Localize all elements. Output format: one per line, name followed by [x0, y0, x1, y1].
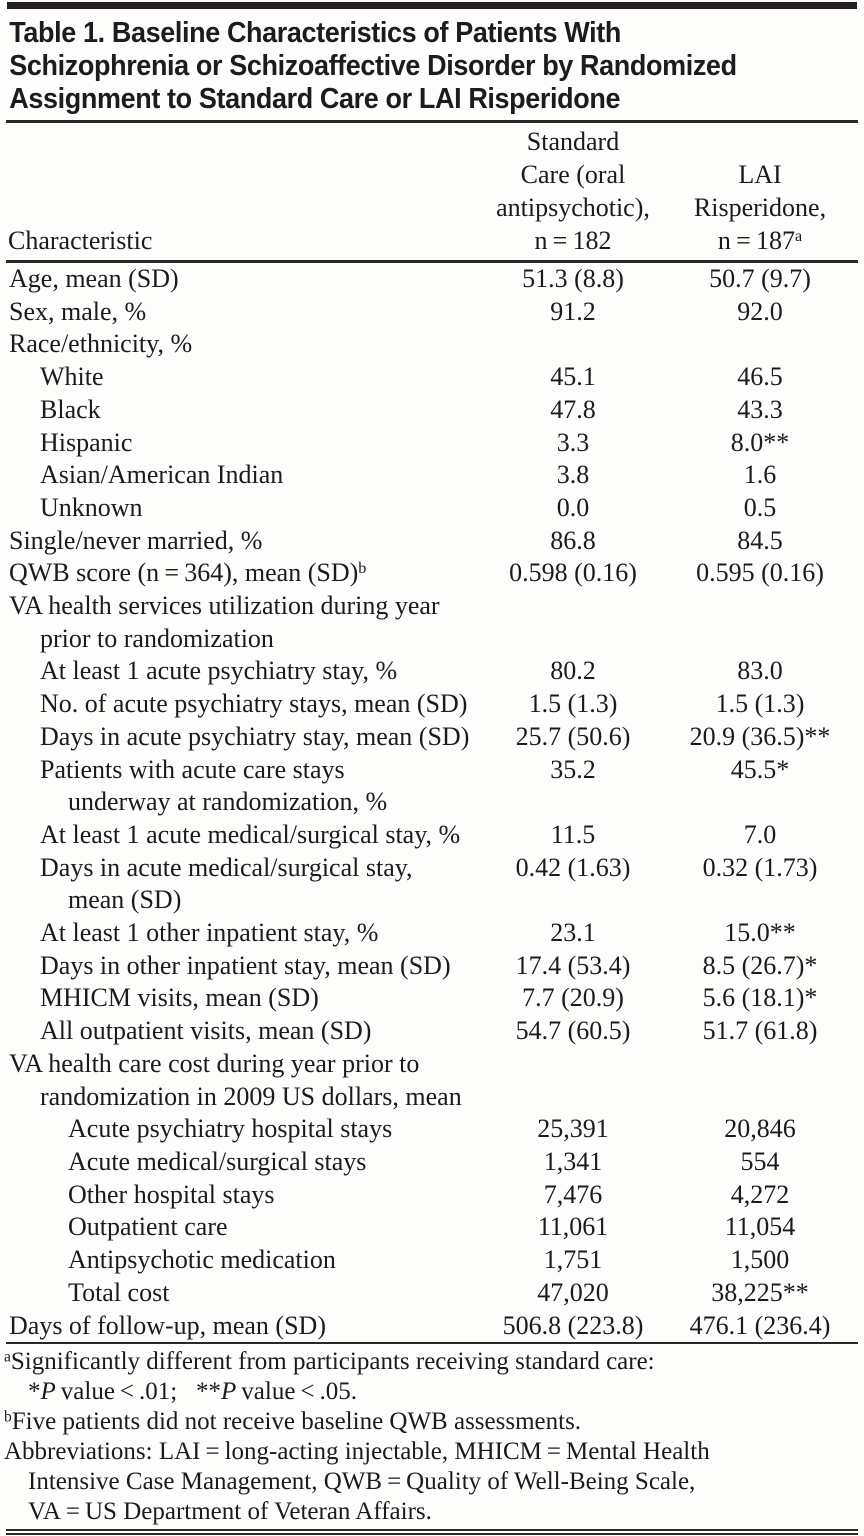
table-row: [0, 852, 864, 917]
value-lai-risperidone: 84.5: [737, 525, 783, 555]
table-row: [0, 1015, 864, 1048]
row-label-line: QWB score (n = 364), mean (SD)$^b$: [9, 558, 367, 588]
row-label: [0, 1113, 463, 1146]
row-label-line: Black: [40, 394, 101, 424]
row-label: [0, 819, 463, 852]
row-label-line: randomization in 2009 US dollars, mean: [40, 1081, 462, 1111]
value-standard-care: 11,061: [537, 1212, 609, 1242]
row-label: [0, 459, 463, 492]
value-lai-risperidone: 50.7 (9.7): [709, 264, 811, 293]
table-footnotes: [0, 1344, 864, 1527]
value-standard-care: 45.1: [550, 362, 596, 392]
value-standard-care: 3.8: [556, 460, 590, 490]
table-top-bar: [7, 2, 857, 9]
value-lai-risperidone: 45.5*: [730, 754, 790, 784]
row-label-line: Single/never married, %: [9, 525, 263, 555]
value-standard-care: 0.42 (1.63): [515, 852, 631, 882]
value-lai-risperidone: 0.5: [743, 492, 777, 522]
value-lai-risperidone: 5.6 (18.1)*: [702, 983, 818, 1013]
row-label: [0, 1310, 463, 1343]
table-title-line: Assignment to Standard Care or LAI Risperidone: [9, 83, 621, 115]
table-row: [0, 1113, 864, 1146]
row-label: [0, 1244, 463, 1277]
table-row: [0, 1244, 864, 1277]
value-lai-risperidone: 7.0: [743, 819, 777, 849]
value-standard-care: 23.1: [550, 918, 596, 948]
bottom-double-rule-bottom: [6, 1533, 858, 1535]
value-standard-care: 506.8 (223.8): [502, 1310, 644, 1340]
table-row: [0, 1048, 864, 1113]
row-label: [0, 492, 463, 525]
row-label-line: Other hospital stays: [68, 1179, 275, 1209]
row-label: [0, 1277, 463, 1310]
value-standard-care: 25,391: [537, 1114, 609, 1144]
value-standard-care: 35.2: [550, 754, 596, 784]
table-row: [0, 263, 864, 296]
table-row: [0, 688, 864, 721]
value-standard-care: 3.3: [556, 427, 590, 457]
value-standard-care: 54.7 (60.5): [515, 1016, 631, 1046]
row-label-line: Days in other inpatient stay, mean (SD): [40, 950, 451, 980]
row-label-line: underway at randomization, %: [68, 787, 388, 817]
value-standard-care: 1,341: [543, 1146, 603, 1176]
table-row: [0, 427, 864, 460]
footnote-line: Abbreviations: LAI = long-acting injectable, MHICM = Mental Health: [4, 1438, 710, 1466]
row-label-line: White: [40, 362, 104, 392]
table-row: [0, 1179, 864, 1212]
table-row: [0, 1211, 864, 1244]
table-row: [0, 950, 864, 983]
value-lai-risperidone: 43.3: [737, 394, 783, 424]
table-title: [0, 9, 864, 120]
row-label: [0, 427, 463, 460]
row-label-line: Days of follow-up, mean (SD): [9, 1310, 326, 1340]
value-lai-risperidone: 1.5 (1.3): [715, 689, 805, 719]
table-body: [0, 263, 864, 1342]
row-label-line: Sex, male, %: [9, 296, 147, 326]
column-header-standard-care: Standard Care (oral antipsychotic), n = 182: [496, 127, 650, 255]
footnote-line: $^a$Significantly different from participants receiving standard care:: [4, 1348, 655, 1376]
row-label-line: Patients with acute care stays: [40, 754, 345, 784]
row-label: [0, 394, 463, 427]
column-header-lai-risperidone: LAI Risperidone, $n = 187^a$: [693, 160, 827, 255]
row-label: [0, 296, 463, 329]
footnote-line: VA = US Department of Veteran Affairs.: [28, 1498, 432, 1526]
row-label: [0, 1211, 463, 1244]
table-row: [0, 525, 864, 558]
footnote-line: Intensive Case Management, QWB = Quality of Well-Being Scale,: [28, 1468, 696, 1496]
table-row: [0, 557, 864, 590]
value-lai-risperidone: 476.1 (236.4): [689, 1310, 831, 1340]
row-label-line: At least 1 acute psychiatry stay, %: [40, 656, 398, 686]
table-row: [0, 754, 864, 819]
value-lai-risperidone: 15.0**: [724, 918, 796, 948]
table-row: [0, 1146, 864, 1179]
row-label: [0, 721, 470, 754]
value-lai-risperidone: 20.9 (36.5)**: [689, 721, 831, 751]
row-label-line: MHICM visits, mean (SD): [40, 983, 319, 1013]
row-label: [0, 361, 463, 394]
table-row: [0, 819, 864, 852]
value-standard-care: 25.7 (50.6): [515, 721, 631, 751]
bottom-double-rule-top: [6, 1529, 858, 1531]
footnote-line: $^b$Five patients did not receive baseline QWB assessments.: [4, 1408, 582, 1436]
value-lai-risperidone: 20,846: [724, 1114, 796, 1144]
value-lai-risperidone: 83.0: [737, 656, 783, 686]
value-lai-risperidone: 554: [740, 1146, 780, 1176]
value-standard-care: 1.5 (1.3): [528, 689, 618, 719]
value-standard-care: 86.8: [550, 525, 596, 555]
column-header-characteristic: Characteristic: [8, 226, 153, 255]
value-standard-care: 0.0: [556, 492, 590, 522]
column-header-row: [0, 123, 864, 260]
value-standard-care: 0.598 (0.16): [509, 558, 637, 588]
row-label-line: At least 1 other inpatient stay, %: [40, 918, 379, 948]
value-lai-risperidone: 1.6: [743, 460, 777, 490]
row-label-line: Race/ethnicity, %: [9, 329, 193, 359]
table-title-line: Table 1. Baseline Characteristics of Patients With: [9, 17, 621, 49]
row-label: [0, 1048, 463, 1113]
table-row: [0, 492, 864, 525]
row-label-line: All outpatient visits, mean (SD): [40, 1016, 372, 1046]
row-label-line: prior to randomization: [40, 623, 274, 653]
row-label-line: Age, mean (SD): [9, 264, 179, 293]
row-label: [0, 590, 463, 655]
row-label-line: Antipsychotic medication: [68, 1245, 336, 1275]
value-standard-care: 7.7 (20.9): [522, 983, 624, 1013]
value-lai-risperidone: 51.7 (61.8): [702, 1016, 818, 1046]
value-lai-risperidone: 1,500: [730, 1245, 790, 1275]
value-standard-care: 91.2: [550, 296, 596, 326]
row-label-line: Acute psychiatry hospital stays: [68, 1114, 393, 1144]
table-row: [0, 328, 864, 361]
row-label: [0, 1179, 463, 1212]
row-label: [0, 982, 463, 1015]
table-row: [0, 459, 864, 492]
row-label-line: VA health services utilization during year: [9, 591, 440, 621]
row-label: [0, 557, 463, 590]
table-row: [0, 590, 864, 655]
row-label-line: Unknown: [40, 492, 143, 522]
row-label: [0, 1015, 463, 1048]
value-standard-care: 47.8: [550, 394, 596, 424]
row-label-line: Days in acute medical/surgical stay,: [40, 852, 413, 882]
row-label: [0, 1146, 463, 1179]
value-standard-care: 51.3 (8.8): [522, 264, 624, 293]
table-row: [0, 394, 864, 427]
value-standard-care: 1,751: [543, 1245, 603, 1275]
table-title-line: Schizophrenia or Schizoaffective Disorder by Randomized: [9, 50, 737, 82]
row-label-line: Total cost: [68, 1277, 170, 1307]
row-label-line: Acute medical/surgical stays: [68, 1146, 367, 1176]
row-label-line: At least 1 acute medical/surgical stay, %: [40, 819, 461, 849]
row-label-line: VA health care cost during year prior to: [9, 1048, 420, 1078]
value-lai-risperidone: 8.0**: [730, 427, 790, 457]
value-standard-care: 47,020: [537, 1277, 609, 1307]
table-row: [0, 296, 864, 329]
row-label-line: Asian/American Indian: [40, 460, 284, 490]
row-label-line: Hispanic: [40, 427, 133, 457]
row-label: [0, 525, 463, 558]
row-label: [0, 655, 463, 688]
table-row: [0, 655, 864, 688]
row-label: [0, 328, 463, 361]
row-label-line: mean (SD): [68, 885, 182, 915]
table-row: [0, 917, 864, 950]
row-label-line: Days in acute psychiatry stay, mean (SD): [40, 721, 470, 751]
row-label: [0, 263, 463, 296]
value-lai-risperidone: 0.595 (0.16): [696, 558, 824, 588]
row-label: [0, 754, 463, 819]
value-lai-risperidone: 46.5: [737, 362, 783, 392]
footnote-line: *P value < .01; **P value < .05.: [28, 1378, 358, 1406]
value-lai-risperidone: 11,054: [724, 1212, 796, 1242]
table-row: [0, 361, 864, 394]
table-row: [0, 721, 864, 754]
row-label: [0, 917, 463, 950]
table-row: [0, 1310, 864, 1343]
value-standard-care: 7,476: [543, 1179, 603, 1209]
value-lai-risperidone: 92.0: [737, 296, 783, 326]
value-lai-risperidone: 38,225**: [711, 1277, 809, 1307]
row-label: [0, 950, 463, 983]
value-lai-risperidone: 8.5 (26.7)*: [702, 950, 818, 980]
value-standard-care: 17.4 (53.4): [515, 950, 631, 980]
table-row: [0, 982, 864, 1015]
row-label: [0, 688, 468, 721]
row-label-line: No. of acute psychiatry stays, mean (SD): [40, 689, 468, 719]
value-standard-care: 80.2: [550, 656, 596, 686]
row-label-line: Outpatient care: [68, 1212, 228, 1242]
row-label: [0, 852, 463, 917]
table-row: [0, 1277, 864, 1310]
value-lai-risperidone: 4,272: [730, 1179, 790, 1209]
value-standard-care: 11.5: [550, 819, 596, 849]
value-lai-risperidone: 0.32 (1.73): [702, 852, 818, 882]
